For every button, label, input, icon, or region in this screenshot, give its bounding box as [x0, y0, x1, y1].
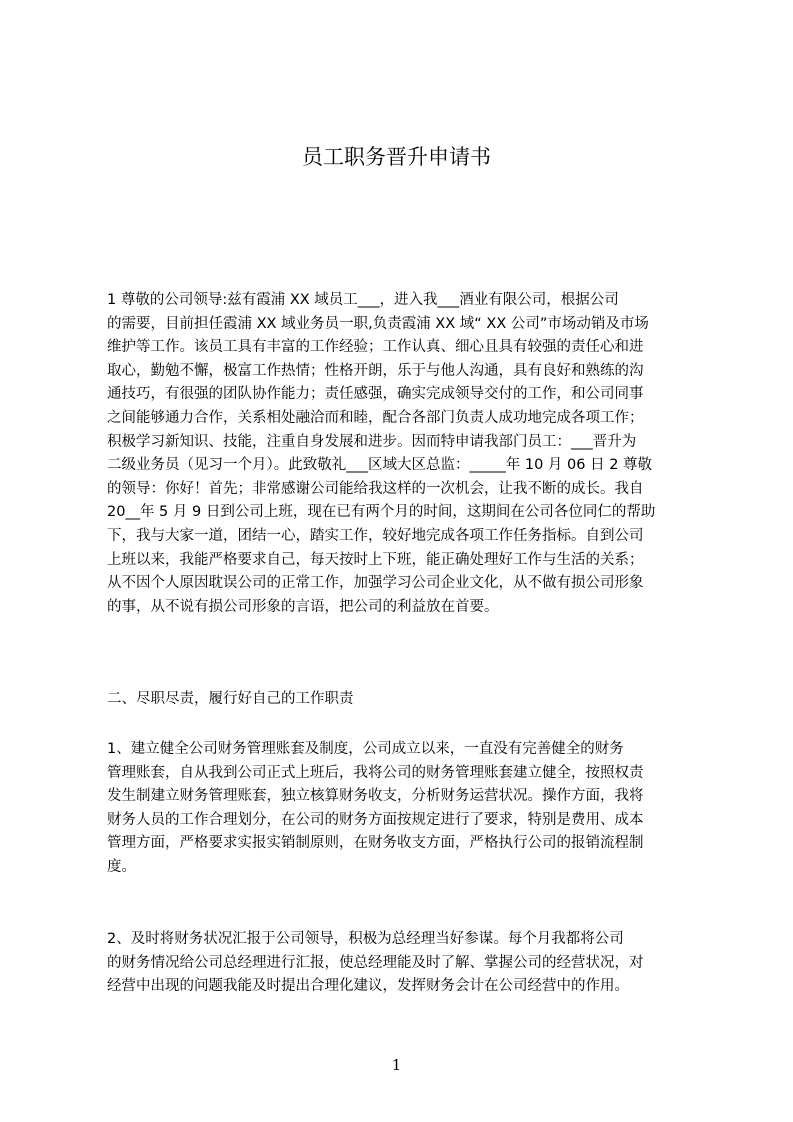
paragraph-line: 管理账套，自从我到公司正式上班后，我将公司的财务管理账套建立健全，按照权责 [107, 764, 644, 781]
paragraph-line: 的需要，目前担任霞浦 XX 域业务员一职,负责霞浦 XX 域“ XX 公司”市场动销及市场 [107, 315, 649, 332]
paragraph-item-1 [107, 738, 701, 880]
paragraph-line: 管理方面，严格要求实报实销制原则，在财务收支方面，严格执行公司的报销流程制 [107, 835, 644, 852]
paragraph-line: 度。 [107, 858, 136, 875]
paragraph-item-2 [107, 928, 701, 999]
paragraph-line: 上班以来，我能严格要求自己，每天按时上下班，能正确处理好工作与生活的关系； [107, 551, 644, 568]
paragraph-application [107, 289, 701, 619]
paragraph-line: 的财务情况给公司总经理进行汇报，使总经理能及时了解、掌握公司的经营状况，对 [107, 954, 644, 971]
paragraph-line: 通技巧，有很强的团队协作能力；责任感强，确实完成领导交付的工作，和公司同事 [107, 386, 644, 403]
paragraph-line: 积极学习新知识、技能，注重自身发展和进步。因而特申请我部门员工：___晋升为 [107, 433, 637, 450]
document-title: 员工职务晋升申请书 [302, 145, 491, 169]
paragraph-line: 发生制建立财务管理账套，独立核算财务收支，分析财务运营状况。操作方面，我将 [107, 788, 644, 805]
heading-line: 二、尽职尽责，履行好自己的工作职责 [107, 691, 354, 707]
paragraph-line: 财务人员的工作合理划分，在公司的财务方面按规定进行了要求，特别是费用、成本 [107, 811, 644, 828]
paragraph-line: 经营中出现的问题我能及时提出合理化建议，发挥财务会计在公司经营中的作用。 [107, 978, 629, 995]
paragraph-line: 取心，勤勉不懈，极富工作热情；性格开朗，乐于与他人沟通，具有良好和熟练的沟 [107, 362, 644, 379]
paragraph-line: 的事，从不说有损公司形象的言语，把公司的利益放在首要。 [107, 598, 499, 615]
paragraph-line: 从不因个人原因耽误公司的正常工作，加强学习公司企业文化，从不做有损公司形象 [107, 575, 644, 592]
paragraph-line: 维护等工作。该员工具有丰富的工作经验；工作认真、细心且具有较强的责任心和进 [107, 339, 644, 356]
paragraph-line: 1、建立健全公司财务管理账套及制度，公司成立以来，一直没有完善健全的财务 [107, 741, 624, 757]
paragraph-line: 的领导：你好！首先；非常感谢公司能给我这样的一次机会，让我不断的成长。我自 [107, 480, 644, 497]
paragraph-line: 20__年 5 月 9 日到公司上班，现在已有两个月的时间，这期间在公司各位同仁的帮助 [107, 504, 656, 521]
paragraph-line: 二级业务员（见习一个月）。此致敬礼___区域大区总监：_____年 10 月 06 日 2 尊敬 [107, 457, 653, 474]
paragraph-line: 1 尊敬的公司领导:兹有霞浦 XX 域员工___，进入我___酒业有限公司，根据公司 [107, 292, 619, 308]
paragraph-line: 2、及时将财务状况汇报于公司领导，积极为总经理当好参谋。每个月我都将公司 [107, 931, 624, 947]
paragraph-line: 下，我与大家一道，团结一心，踏实工作，较好地完成各项工作任务指标。自到公司 [107, 527, 644, 544]
paragraph-line: 之间能够通力合作，关系相处融洽而和睦，配合各部门负责人成功地完成各项工作； [107, 409, 644, 426]
section-heading-duties [107, 688, 701, 712]
page-number: 1 [391, 1056, 402, 1074]
